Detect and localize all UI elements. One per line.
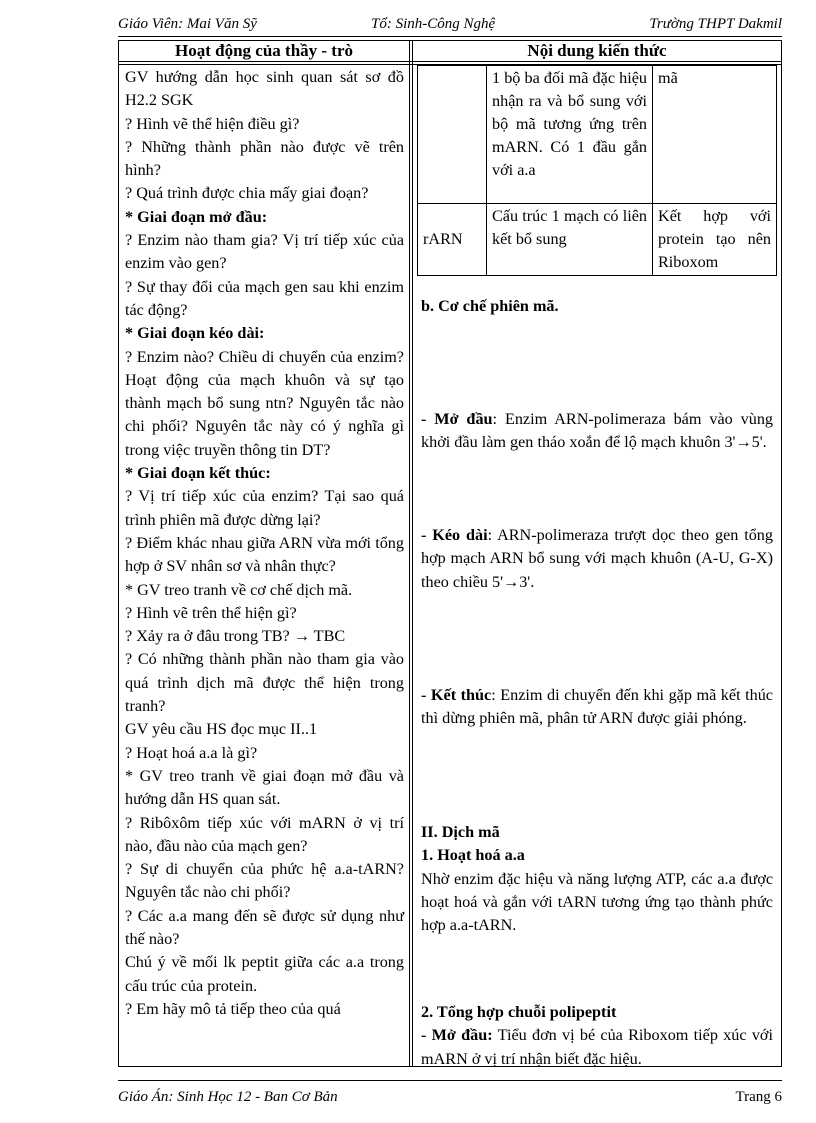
content-section (421, 1001, 773, 1071)
content-paragraph: - Mở đầu: Tiểu đơn vị bé của Riboxom tiếp xúc với mARN ở vị trí nhận biết đặc hiệu. (421, 1026, 773, 1068)
teacher-name: Giáo Viên: Mai Văn Sỹ (118, 16, 257, 32)
activity-text: ? Sự thay đổi của mạch gen sau khi enzim tác động? (125, 277, 404, 319)
activity-text: ? Enzim nào tham gia? Vị trí tiếp xúc của enzim vào gen? (125, 231, 404, 273)
activity-heading: * Giai đoạn kéo dài: (125, 324, 265, 343)
activity-text: ? Sự di chuyển của phức hệ a.a-tARN? Nguyên tắc nào chi phối? (125, 860, 404, 902)
section-heading: II. Dịch mã (421, 823, 500, 841)
rna-types-table (417, 65, 777, 276)
table-cell: rARN (418, 204, 487, 276)
content-paragraph: - Mở đầu: Enzim ARN-polimeraza bám vào vùng khởi đầu làm gen tháo xoắn để lộ mạch khuôn 3'→5'. (421, 410, 774, 452)
activity-text: Chú ý về mối lk peptit giữa các a.a trong cấu trúc của protein. (125, 953, 404, 995)
content-paragraph: - Kết thúc: Enzim di chuyển đến khi gặp mã kết thúc thì dừng phiên mã, phân tử ARN được giải phóng. (421, 686, 773, 728)
department: Tổ: Sinh-Công Nghệ (371, 16, 496, 32)
subsection-heading: 1. Hoạt hoá a.a (421, 846, 525, 865)
activity-text: ? Vị trí tiếp xúc của enzim? Tại sao quá trình phiên mã được dừng lại? (125, 487, 404, 529)
document-title: Giáo Án: Sinh Học 12 - Ban Cơ Bản (118, 1089, 338, 1105)
column-divider (409, 41, 413, 1066)
activity-text: ? Hình vẽ thể hiện điều gì? (125, 114, 300, 133)
table-cell: Cấu trúc 1 mạch có liên kết bổ sung (487, 204, 653, 276)
section-heading: b. Cơ chế phiên mã. (421, 297, 559, 315)
table-cell: mã (653, 66, 777, 204)
activity-text: ? Em hãy mô tả tiếp theo của quá (125, 999, 341, 1018)
teacher-student-activities (125, 66, 404, 1021)
content-section (421, 821, 773, 937)
activity-text: ? Điểm khác nhau giữa ARN vừa mới tổng hợp ở SV nhân sơ và nhân thực? (125, 533, 404, 576)
lesson-table (118, 40, 782, 1067)
table-row (418, 204, 777, 276)
content-paragraph: Nhờ enzim đặc hiệu và năng lượng ATP, các a.a được hoạt hoá và gắn với tARN tương ứng tạo thành phức hợp a.a-tARN. (421, 869, 773, 935)
activity-text: ? Enzim nào? Chiều di chuyển của enzim? Hoạt động của mạch khuôn và sự tạo thành mạch bổ sung ntn? Nguyên tắc nào chi phối? Nguyên tắc này có ý nghĩa gì trong việc truyền thông tin DT? (125, 347, 404, 459)
activity-text: ? Có những thành phần nào tham gia vào quá trình dịch mã được thể hiện trong tranh? (125, 650, 404, 716)
activity-text: ? Xảy ra ở đâu trong TB? → TBC (125, 627, 346, 646)
activity-heading: * Giai đoạn mở đầu: (125, 207, 268, 226)
activity-text: ? Hoạt hoá a.a là gì? (125, 743, 258, 762)
activity-text: * GV treo tranh về giai đoạn mở đầu và hướng dẫn HS quan sát. (125, 766, 404, 809)
col-header-activities: Hoạt động của thầy - trò (174, 41, 354, 60)
activity-text: GV yêu cầu HS đọc mục II..1 (125, 720, 318, 739)
activity-text: ? Quá trình được chia mấy giai đoạn? (125, 184, 369, 203)
page-footer (118, 1080, 782, 1107)
table-cell (418, 66, 487, 204)
activity-heading: * Giai đoạn kết thúc: (125, 464, 271, 483)
table-row (418, 66, 777, 204)
col-header-content: Nội dung kiến thức (527, 41, 667, 60)
activity-text: ? Các a.a mang đến sẽ được sử dụng như thế nào? (125, 906, 404, 948)
page-header (118, 14, 782, 37)
content-paragraph: - Kéo dài: ARN-polimeraza trượt dọc theo gen tổng hợp mạch ARN bổ sung với mạch khuôn (A-U, G-X) theo chiều 5'→3'. (421, 526, 773, 591)
school-name: Trường THPT Dakmil (649, 16, 782, 32)
activity-text: ? Ribôxôm tiếp xúc với mARN ở vị trí nào, đầu nào của mạch gen? (125, 813, 404, 855)
activity-text: ? Hình vẽ trên thể hiện gì? (125, 603, 297, 622)
activity-text: * GV treo tranh về cơ chế dịch mã. (125, 580, 353, 599)
table-cell: 1 bộ ba đối mã đặc hiệu nhận ra và bổ sung với bộ mã tương ứng trên mARN. Có 1 đầu gắn với a.a (487, 66, 653, 204)
page-number: Trang 6 (735, 1089, 782, 1105)
subsection-heading: 2. Tổng hợp chuỗi polipeptit (421, 1003, 617, 1021)
table-cell: Kết hợp với protein tạo nên Riboxom (653, 204, 777, 276)
activity-text: ? Những thành phần nào được vẽ trên hình? (125, 137, 404, 180)
activity-text: GV hướng dẫn học sinh quan sát sơ đồ H2.2 SGK (125, 68, 404, 110)
